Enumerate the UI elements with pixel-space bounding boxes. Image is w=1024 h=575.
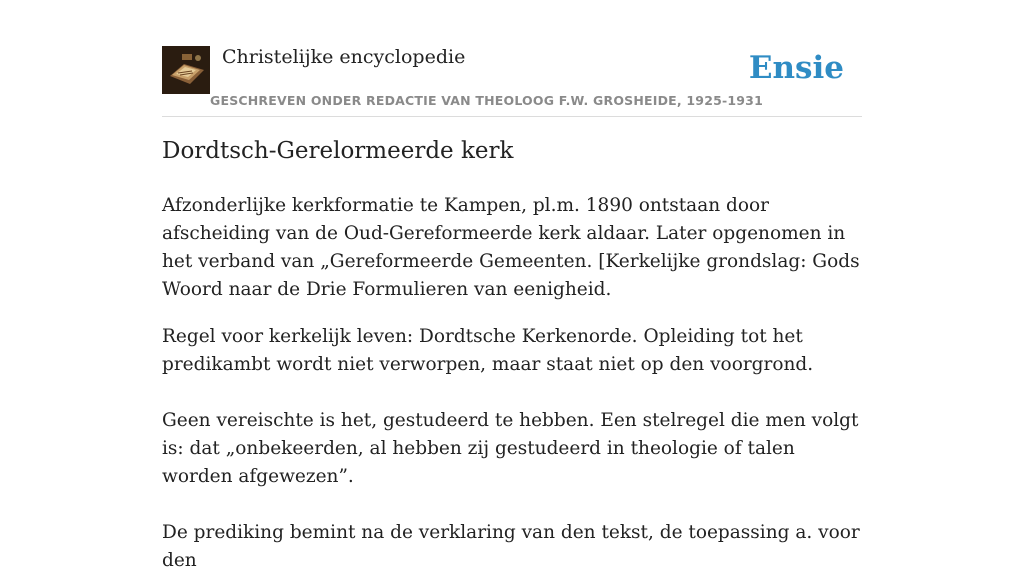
site-title[interactable]: Christelijke encyclopedie xyxy=(222,46,466,68)
article-paragraph: De prediking bemint na de verklaring van den tekst, de toepassing a. voor den xyxy=(162,522,860,571)
page-title: Dordtsch-Gerelormeerde kerk xyxy=(162,138,514,164)
avatar[interactable] xyxy=(162,46,210,94)
article-body xyxy=(162,192,866,575)
site-header xyxy=(162,46,862,117)
article-paragraph: Regel voor kerkelijk leven: Dordtsche Kerkenorde. Opleiding tot het predikambt wordt niet verworpen, maar staat niet op den voorgrond. xyxy=(162,326,814,375)
article-paragraph: Geen vereischte is het, gestudeerd te hebben. Een stelregel die men volgt is: dat „onbekeerden, al hebben zij gestudeerd in theologie of talen worden afgewezen”. xyxy=(162,410,859,487)
book-photo-icon xyxy=(162,46,210,94)
site-subtitle: GESCHREVEN ONDER REDACTIE VAN THEOLOOG F.W. GROSHEIDE, 1925-1931 xyxy=(210,93,763,108)
brand-logo-link[interactable]: Ensie xyxy=(748,50,844,86)
article-paragraph: Afzonderlijke kerkformatie te Kampen, pl.m. 1890 ontstaan door afscheiding van de Oud-Gereformeerde kerk aldaar. Later opgenomen in het verband van „Gereformeerde Gemeenten. [Kerkelijke grondslag: Gods Woord naar de Drie Formulieren van eenigheid. xyxy=(162,195,860,300)
